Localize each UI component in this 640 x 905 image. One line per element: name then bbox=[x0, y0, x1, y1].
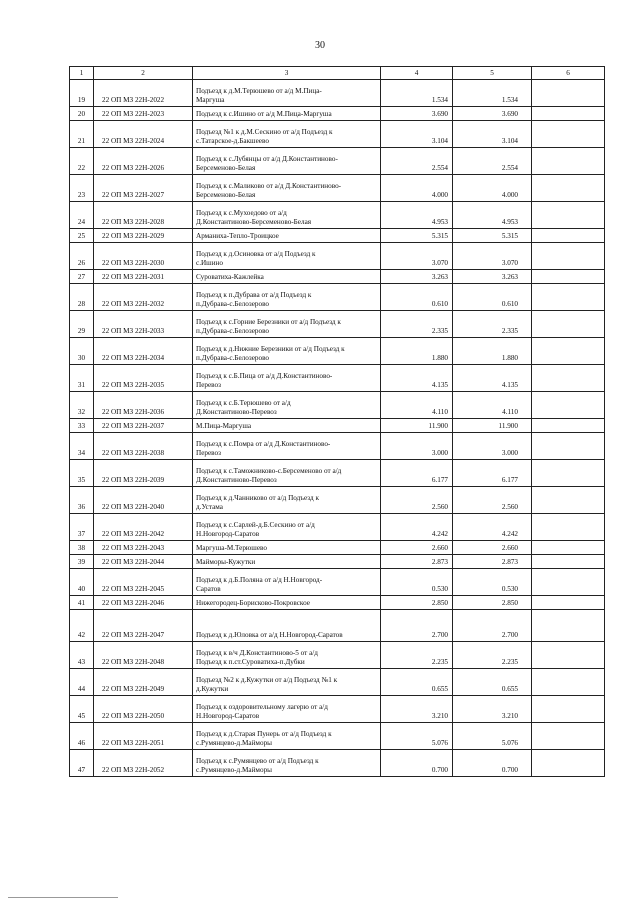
road-code-cell: 22 ОП МЗ 22Н-2040 bbox=[94, 487, 193, 514]
road-name-cell bbox=[193, 311, 381, 338]
road-name-line: Подъезд к д.Нижние Березники от а/д Подъезд к bbox=[196, 345, 345, 353]
road-name-line: Маргуша-М.Терюшево bbox=[196, 544, 267, 552]
road-code-cell: 22 ОП МЗ 22Н-2038 bbox=[94, 433, 193, 460]
row-number-cell: 24 bbox=[70, 202, 94, 229]
header-cell: 4 bbox=[381, 67, 453, 80]
row-number-cell: 44 bbox=[70, 669, 94, 696]
row-number-cell: 41 bbox=[70, 596, 94, 610]
empty-cell bbox=[532, 569, 605, 596]
road-name-cell bbox=[193, 148, 381, 175]
row-number-cell: 46 bbox=[70, 723, 94, 750]
road-code-cell: 22 ОП МЗ 22Н-2033 bbox=[94, 311, 193, 338]
road-code-cell: 22 ОП МЗ 22Н-2026 bbox=[94, 148, 193, 175]
row-number-cell: 33 bbox=[70, 419, 94, 433]
table-header-row bbox=[70, 67, 605, 80]
table-row bbox=[70, 121, 605, 148]
empty-cell bbox=[532, 541, 605, 555]
length-value-cell: 2.873 bbox=[453, 555, 532, 569]
row-number-cell: 39 bbox=[70, 555, 94, 569]
road-code-cell: 22 ОП МЗ 22Н-2045 bbox=[94, 569, 193, 596]
road-name-cell bbox=[193, 229, 381, 243]
road-name-line: Д.Константиново-Перевоз bbox=[196, 408, 277, 416]
table-row bbox=[70, 723, 605, 750]
road-code-cell: 22 ОП МЗ 22Н-2046 bbox=[94, 596, 193, 610]
empty-cell bbox=[532, 243, 605, 270]
header-cell: 1 bbox=[70, 67, 94, 80]
length-total-cell: 4.135 bbox=[381, 365, 453, 392]
row-number-cell: 35 bbox=[70, 460, 94, 487]
length-total-cell: 0.610 bbox=[381, 284, 453, 311]
road-name-cell bbox=[193, 202, 381, 229]
length-value-cell: 2.235 bbox=[453, 642, 532, 669]
length-value-cell: 5.076 bbox=[453, 723, 532, 750]
road-name-line: Подъезд к с.Помра от а/д Д.Константиново- bbox=[196, 440, 331, 448]
length-total-cell: 1.534 bbox=[381, 80, 453, 107]
road-name-cell bbox=[193, 107, 381, 121]
length-total-cell: 3.690 bbox=[381, 107, 453, 121]
length-total-cell: 3.070 bbox=[381, 243, 453, 270]
row-number-cell: 47 bbox=[70, 750, 94, 777]
length-total-cell: 0.700 bbox=[381, 750, 453, 777]
road-code-cell: 22 ОП МЗ 22Н-2030 bbox=[94, 243, 193, 270]
length-total-cell: 4.110 bbox=[381, 392, 453, 419]
length-value-cell: 3.000 bbox=[453, 433, 532, 460]
length-total-cell: 4.000 bbox=[381, 175, 453, 202]
row-number-cell: 26 bbox=[70, 243, 94, 270]
table-row bbox=[70, 487, 605, 514]
empty-cell bbox=[532, 392, 605, 419]
empty-cell bbox=[532, 696, 605, 723]
length-value-cell: 0.700 bbox=[453, 750, 532, 777]
row-number-cell: 30 bbox=[70, 338, 94, 365]
empty-cell bbox=[532, 284, 605, 311]
road-name-line: Подъезд №2 к д.Кужутки от а/д Подъезд №1 к bbox=[196, 676, 338, 684]
length-total-cell: 3.000 bbox=[381, 433, 453, 460]
road-name-line: Маргуша bbox=[196, 96, 225, 104]
empty-cell bbox=[532, 750, 605, 777]
road-name-cell bbox=[193, 642, 381, 669]
road-name-line: Подъезд к с.Горние Березники от а/д Подъезд к bbox=[196, 318, 341, 326]
row-number-cell: 28 bbox=[70, 284, 94, 311]
road-code-cell: 22 ОП МЗ 22Н-2024 bbox=[94, 121, 193, 148]
length-total-cell: 2.873 bbox=[381, 555, 453, 569]
length-total-cell: 0.530 bbox=[381, 569, 453, 596]
road-code-cell: 22 ОП МЗ 22Н-2043 bbox=[94, 541, 193, 555]
row-number-cell: 21 bbox=[70, 121, 94, 148]
road-name-line: Подъезд к д.Осиновка от а/д Подъезд к bbox=[196, 250, 316, 258]
road-name-line: Подъезд к с.Таможниково-с.Берсеменово от а/д bbox=[196, 467, 342, 475]
table-row bbox=[70, 229, 605, 243]
road-name-line: Подъезд к п.ст.Суроватиха-п.Дубки bbox=[196, 658, 305, 666]
length-total-cell: 2.850 bbox=[381, 596, 453, 610]
row-number-cell: 20 bbox=[70, 107, 94, 121]
length-value-cell: 1.880 bbox=[453, 338, 532, 365]
road-code-cell: 22 ОП МЗ 22Н-2051 bbox=[94, 723, 193, 750]
road-name-line: Подъезд к с.Б.Терюшево от а/д bbox=[196, 399, 291, 407]
road-name-line: Подъезд к с.Б.Пица от а/д Д.Константиново- bbox=[196, 372, 333, 380]
road-code-cell: 22 ОП МЗ 22Н-2028 bbox=[94, 202, 193, 229]
road-code-cell: 22 ОП МЗ 22Н-2034 bbox=[94, 338, 193, 365]
length-value-cell: 3.690 bbox=[453, 107, 532, 121]
length-value-cell: 4.135 bbox=[453, 365, 532, 392]
header-cell: 5 bbox=[453, 67, 532, 80]
row-number-cell: 22 bbox=[70, 148, 94, 175]
table-row bbox=[70, 148, 605, 175]
table-row bbox=[70, 750, 605, 777]
page-number: 30 bbox=[315, 40, 325, 51]
length-total-cell: 1.880 bbox=[381, 338, 453, 365]
length-value-cell: 3.070 bbox=[453, 243, 532, 270]
row-number-cell: 42 bbox=[70, 610, 94, 642]
table-row bbox=[70, 365, 605, 392]
row-number-cell: 45 bbox=[70, 696, 94, 723]
table-row bbox=[70, 669, 605, 696]
road-name-line: с.Ишино bbox=[196, 259, 223, 267]
road-name-line: с.Румянцево-д.Майморы bbox=[196, 766, 272, 774]
road-name-line: Берсеменово-Белая bbox=[196, 191, 256, 199]
road-name-line: Подъезд к п.Дубрава от а/д Подъезд к bbox=[196, 291, 312, 299]
length-value-cell: 5.315 bbox=[453, 229, 532, 243]
road-name-line: Майморы-Кужутки bbox=[196, 558, 256, 566]
length-total-cell: 3.104 bbox=[381, 121, 453, 148]
road-code-cell: 22 ОП МЗ 22Н-2023 bbox=[94, 107, 193, 121]
road-name-line: Д.Константиново-Берсеменово-Белая bbox=[196, 218, 312, 226]
road-name-line: Подъезд к оздоровительному лагерю от а/д bbox=[196, 703, 328, 711]
road-name-line: Н.Новгород-Саратов bbox=[196, 712, 260, 720]
road-name-line: Подъезд к д.Чанниково от а/д Подъезд к bbox=[196, 494, 319, 502]
header-cell: 3 bbox=[193, 67, 381, 80]
table-row bbox=[70, 175, 605, 202]
length-total-cell: 4.953 bbox=[381, 202, 453, 229]
empty-cell bbox=[532, 610, 605, 642]
road-name-cell bbox=[193, 338, 381, 365]
row-number-cell: 36 bbox=[70, 487, 94, 514]
road-name-line: п.Дубрава-с.Белозерово bbox=[196, 327, 270, 335]
road-name-line: Подъезд к в/ч Д.Константиново-5 от а/д bbox=[196, 649, 318, 657]
empty-cell bbox=[532, 148, 605, 175]
table-row bbox=[70, 514, 605, 541]
road-name-line: Н.Новгород-Саратов bbox=[196, 530, 260, 538]
length-total-cell: 11.900 bbox=[381, 419, 453, 433]
road-name-cell bbox=[193, 365, 381, 392]
empty-cell bbox=[532, 433, 605, 460]
road-name-cell bbox=[193, 121, 381, 148]
road-name-line: Подъезд к д.Б.Поляна от а/д Н.Новгород- bbox=[196, 576, 323, 584]
length-value-cell: 2.660 bbox=[453, 541, 532, 555]
length-value-cell: 3.104 bbox=[453, 121, 532, 148]
road-name-line: Берсеменово-Белая bbox=[196, 164, 256, 172]
road-name-line: Арманиха-Тепло-Троицкое bbox=[196, 232, 279, 240]
road-name-cell bbox=[193, 569, 381, 596]
road-code-cell: 22 ОП МЗ 22Н-2049 bbox=[94, 669, 193, 696]
length-total-cell: 5.315 bbox=[381, 229, 453, 243]
length-value-cell: 4.110 bbox=[453, 392, 532, 419]
road-name-line: Д.Константиново-Перевоз bbox=[196, 476, 277, 484]
length-value-cell: 11.900 bbox=[453, 419, 532, 433]
table-row bbox=[70, 433, 605, 460]
length-value-cell: 4.000 bbox=[453, 175, 532, 202]
table-row bbox=[70, 610, 605, 642]
road-name-line: с.Румянцево-д.Майморы bbox=[196, 739, 272, 747]
road-name-cell bbox=[193, 284, 381, 311]
road-name-cell bbox=[193, 80, 381, 107]
road-name-line: д.Кужутки bbox=[196, 685, 229, 693]
empty-cell bbox=[532, 514, 605, 541]
road-name-cell bbox=[193, 723, 381, 750]
length-total-cell: 2.554 bbox=[381, 148, 453, 175]
road-name-line: с.Татарское-д.Бакшеево bbox=[196, 137, 269, 145]
road-name-line: Подъезд к с.Лубянцы от а/д Д.Константиново- bbox=[196, 155, 338, 163]
row-number-cell: 27 bbox=[70, 270, 94, 284]
row-number-cell: 43 bbox=[70, 642, 94, 669]
road-name-line: Нижегородец-Борисково-Покровское bbox=[196, 599, 310, 607]
empty-cell bbox=[532, 270, 605, 284]
empty-cell bbox=[532, 460, 605, 487]
road-code-cell: 22 ОП МЗ 22Н-2037 bbox=[94, 419, 193, 433]
empty-cell bbox=[532, 202, 605, 229]
table-row bbox=[70, 642, 605, 669]
road-name-line: Суроватиха-Кажлейка bbox=[196, 273, 264, 281]
row-number-cell: 40 bbox=[70, 569, 94, 596]
road-code-cell: 22 ОП МЗ 22Н-2042 bbox=[94, 514, 193, 541]
empty-cell bbox=[532, 80, 605, 107]
length-value-cell: 2.554 bbox=[453, 148, 532, 175]
road-name-cell bbox=[193, 175, 381, 202]
empty-cell bbox=[532, 311, 605, 338]
row-number-cell: 32 bbox=[70, 392, 94, 419]
length-value-cell: 4.953 bbox=[453, 202, 532, 229]
road-name-line: Подъезд к с.Мухоедово от а/д bbox=[196, 209, 287, 217]
length-value-cell: 3.263 bbox=[453, 270, 532, 284]
table-row bbox=[70, 284, 605, 311]
road-name-cell bbox=[193, 596, 381, 610]
table-row bbox=[70, 419, 605, 433]
road-name-cell bbox=[193, 696, 381, 723]
length-value-cell: 2.335 bbox=[453, 311, 532, 338]
length-total-cell: 2.700 bbox=[381, 610, 453, 642]
length-total-cell: 2.335 bbox=[381, 311, 453, 338]
empty-cell bbox=[532, 555, 605, 569]
road-name-cell bbox=[193, 750, 381, 777]
road-name-cell bbox=[193, 460, 381, 487]
length-total-cell: 5.076 bbox=[381, 723, 453, 750]
length-total-cell: 6.177 bbox=[381, 460, 453, 487]
empty-cell bbox=[532, 669, 605, 696]
road-name-cell bbox=[193, 610, 381, 642]
road-name-line: Подъезд №1 к д.М.Сескино от а/д Подъезд к bbox=[196, 128, 333, 136]
length-value-cell: 2.850 bbox=[453, 596, 532, 610]
table-row bbox=[70, 392, 605, 419]
length-value-cell: 0.610 bbox=[453, 284, 532, 311]
road-name-line: п.Дубрава-с.Белозерово bbox=[196, 300, 270, 308]
road-name-cell bbox=[193, 514, 381, 541]
table-row bbox=[70, 270, 605, 284]
road-name-line: Саратов bbox=[196, 585, 221, 593]
road-name-line: Подъезд к д.Старая Пунерь от а/д Подъезд к bbox=[196, 730, 332, 738]
road-name-line: д.Устама bbox=[196, 503, 223, 511]
road-code-cell: 22 ОП МЗ 22Н-2050 bbox=[94, 696, 193, 723]
roads-table bbox=[69, 66, 605, 777]
table-row bbox=[70, 569, 605, 596]
road-code-cell: 22 ОП МЗ 22Н-2031 bbox=[94, 270, 193, 284]
road-name-line: Перевоз bbox=[196, 449, 221, 457]
table-row bbox=[70, 555, 605, 569]
road-name-line: Подъезд к с.Сарлей-д.Б.Сескино от а/д bbox=[196, 521, 315, 529]
table-row bbox=[70, 107, 605, 121]
road-name-line: Перевоз bbox=[196, 381, 221, 389]
road-name-line: М.Пица-Маргуша bbox=[196, 422, 252, 430]
empty-cell bbox=[532, 338, 605, 365]
table-row bbox=[70, 243, 605, 270]
table-row bbox=[70, 541, 605, 555]
road-code-cell: 22 ОП МЗ 22Н-2048 bbox=[94, 642, 193, 669]
empty-cell bbox=[532, 107, 605, 121]
road-name-cell bbox=[193, 487, 381, 514]
road-code-cell: 22 ОП МЗ 22Н-2047 bbox=[94, 610, 193, 642]
table-row bbox=[70, 460, 605, 487]
road-name-cell bbox=[193, 392, 381, 419]
road-name-line: Подъезд к с.Румянцево от а/д Подъезд к bbox=[196, 757, 319, 765]
length-value-cell: 4.242 bbox=[453, 514, 532, 541]
length-value-cell: 6.177 bbox=[453, 460, 532, 487]
header-cell: 2 bbox=[94, 67, 193, 80]
empty-cell bbox=[532, 487, 605, 514]
road-name-cell bbox=[193, 555, 381, 569]
row-number-cell: 37 bbox=[70, 514, 94, 541]
length-value-cell: 2.700 bbox=[453, 610, 532, 642]
road-name-cell bbox=[193, 419, 381, 433]
road-name-cell bbox=[193, 669, 381, 696]
road-code-cell: 22 ОП МЗ 22Н-2039 bbox=[94, 460, 193, 487]
length-total-cell: 2.235 bbox=[381, 642, 453, 669]
length-total-cell: 0.655 bbox=[381, 669, 453, 696]
road-code-cell: 22 ОП МЗ 22Н-2029 bbox=[94, 229, 193, 243]
road-code-cell: 22 ОП МЗ 22Н-2032 bbox=[94, 284, 193, 311]
empty-cell bbox=[532, 365, 605, 392]
length-value-cell: 2.560 bbox=[453, 487, 532, 514]
length-total-cell: 4.242 bbox=[381, 514, 453, 541]
length-value-cell: 0.655 bbox=[453, 669, 532, 696]
row-number-cell: 31 bbox=[70, 365, 94, 392]
road-code-cell: 22 ОП МЗ 22Н-2027 bbox=[94, 175, 193, 202]
table-row bbox=[70, 80, 605, 107]
road-name-line: Подъезд к д.М.Терюшево от а/д М.Пица- bbox=[196, 87, 322, 95]
road-name-cell bbox=[193, 433, 381, 460]
road-name-line: Подъезд к с.Маликово от а/д Д.Константиново- bbox=[196, 182, 342, 190]
empty-cell bbox=[532, 642, 605, 669]
road-code-cell: 22 ОП МЗ 22Н-2036 bbox=[94, 392, 193, 419]
length-total-cell: 2.660 bbox=[381, 541, 453, 555]
road-name-line: Подъезд к д.Юловка от а/д Н.Новгород-Саратов bbox=[196, 631, 343, 639]
table-row bbox=[70, 338, 605, 365]
row-number-cell: 29 bbox=[70, 311, 94, 338]
road-name-line: п.Дубрава-с.Белозерово bbox=[196, 354, 270, 362]
length-value-cell: 3.210 bbox=[453, 696, 532, 723]
road-code-cell: 22 ОП МЗ 22Н-2044 bbox=[94, 555, 193, 569]
empty-cell bbox=[532, 175, 605, 202]
road-name-cell bbox=[193, 243, 381, 270]
road-name-cell bbox=[193, 541, 381, 555]
table-row bbox=[70, 696, 605, 723]
length-total-cell: 2.560 bbox=[381, 487, 453, 514]
length-value-cell: 0.530 bbox=[453, 569, 532, 596]
footer-rule bbox=[8, 897, 118, 898]
road-name-line: Подъезд к с.Ишино от а/д М.Пица-Маргуша bbox=[196, 110, 332, 118]
road-code-cell: 22 ОП МЗ 22Н-2022 bbox=[94, 80, 193, 107]
table-row bbox=[70, 596, 605, 610]
empty-cell bbox=[532, 723, 605, 750]
empty-cell bbox=[532, 419, 605, 433]
road-name-cell bbox=[193, 270, 381, 284]
length-total-cell: 3.263 bbox=[381, 270, 453, 284]
length-total-cell: 3.210 bbox=[381, 696, 453, 723]
table-row bbox=[70, 202, 605, 229]
row-number-cell: 19 bbox=[70, 80, 94, 107]
empty-cell bbox=[532, 121, 605, 148]
empty-cell bbox=[532, 596, 605, 610]
row-number-cell: 34 bbox=[70, 433, 94, 460]
table-row bbox=[70, 311, 605, 338]
row-number-cell: 23 bbox=[70, 175, 94, 202]
road-code-cell: 22 ОП МЗ 22Н-2035 bbox=[94, 365, 193, 392]
road-code-cell: 22 ОП МЗ 22Н-2052 bbox=[94, 750, 193, 777]
header-cell: 6 bbox=[532, 67, 605, 80]
empty-cell bbox=[532, 229, 605, 243]
row-number-cell: 38 bbox=[70, 541, 94, 555]
length-value-cell: 1.534 bbox=[453, 80, 532, 107]
row-number-cell: 25 bbox=[70, 229, 94, 243]
